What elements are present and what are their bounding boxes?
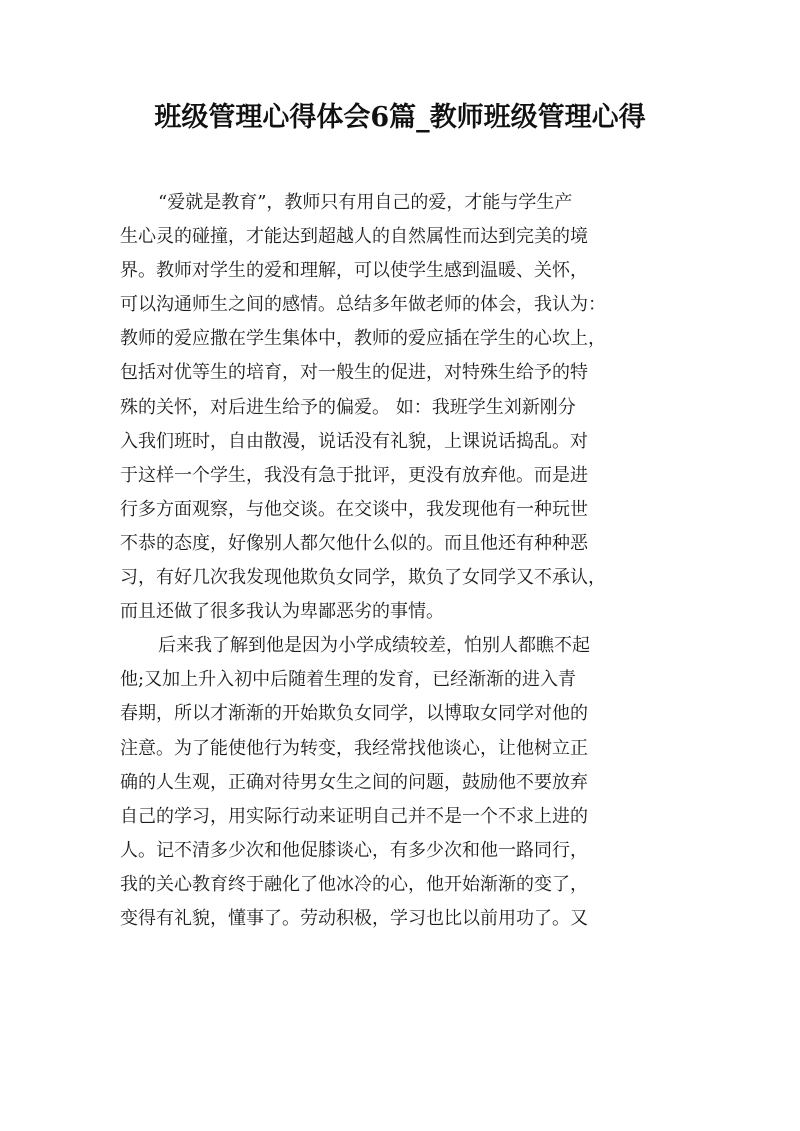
text-line: 教师的爱应撒在学生集体中，教师的爱应插在学生的心坎上， (120, 328, 606, 350)
text-line: 人。记不清多少次和他促膝谈心，有多少次和他一路同行， (120, 839, 588, 861)
document-body (120, 186, 682, 936)
text-line: 变得有礼貌，懂事了。劳动积极，学习也比以前用功了。又 (120, 907, 588, 929)
text-line: 确的人生观，正确对待男女生之间的问题，鼓励他不要放弃 (120, 771, 588, 793)
text-line: 他;又加上升入初中后随着生理的发育，已经渐渐的进入青 (120, 669, 577, 691)
text-line: 不恭的态度，好像别人都欠他什么似的。而且他还有种种恶 (120, 532, 588, 554)
text-line: 而且还做了很多我认为卑鄙恶劣的事情。 (120, 601, 444, 623)
text-line: 行多方面观察，与他交谈。在交谈中，我发现他有一种玩世 (120, 498, 588, 520)
text-line: 后来我了解到他是因为小学成绩较差，怕别人都瞧不起 (158, 635, 590, 657)
paragraph (120, 186, 682, 629)
document-title: 班级管理心得体会6篇_教师班级管理心得 (154, 102, 646, 133)
text-line: 界。教师对学生的爱和理解，可以使学生感到温暖、关怀， (120, 260, 588, 282)
text-line: 习，有好几次我发现他欺负女同学，欺负了女同学又不承认， (120, 567, 606, 589)
text-line: 于这样一个学生，我没有急于批评，更没有放弃他。而是进 (120, 464, 588, 486)
text-line: 春期，所以才渐渐的开始欺负女同学，以博取女同学对他的 (120, 703, 588, 725)
text-line: 我的关心教育终于融化了他冰冷的心，他开始渐渐的变了， (120, 873, 588, 895)
text-line: 自己的学习，用实际行动来证明自己并不是一个不求上进的 (120, 805, 588, 827)
text-line: 注意。为了能使他行为转变，我经常找他谈心，让他树立正 (120, 737, 588, 759)
text-line: 可以沟通师生之间的感情。总结多年做老师的体会，我认为： (120, 294, 606, 316)
text-line: 入我们班时，自由散漫，说话没有礼貌，上课说话捣乱。对 (120, 430, 588, 452)
text-line: “爱就是教育”，教师只有用自己的爱，才能与学生产 (158, 192, 573, 213)
text-line: 殊的关怀，对后进生给予的偏爱。 如：我班学生刘新刚分 (120, 396, 576, 418)
text-line: 包括对优等生的培育，对一般生的促进，对特殊生给予的特 (120, 362, 588, 384)
text-line: 生心灵的碰撞，才能达到超越人的自然属性而达到完美的境 (120, 226, 588, 248)
paragraph (120, 629, 682, 936)
